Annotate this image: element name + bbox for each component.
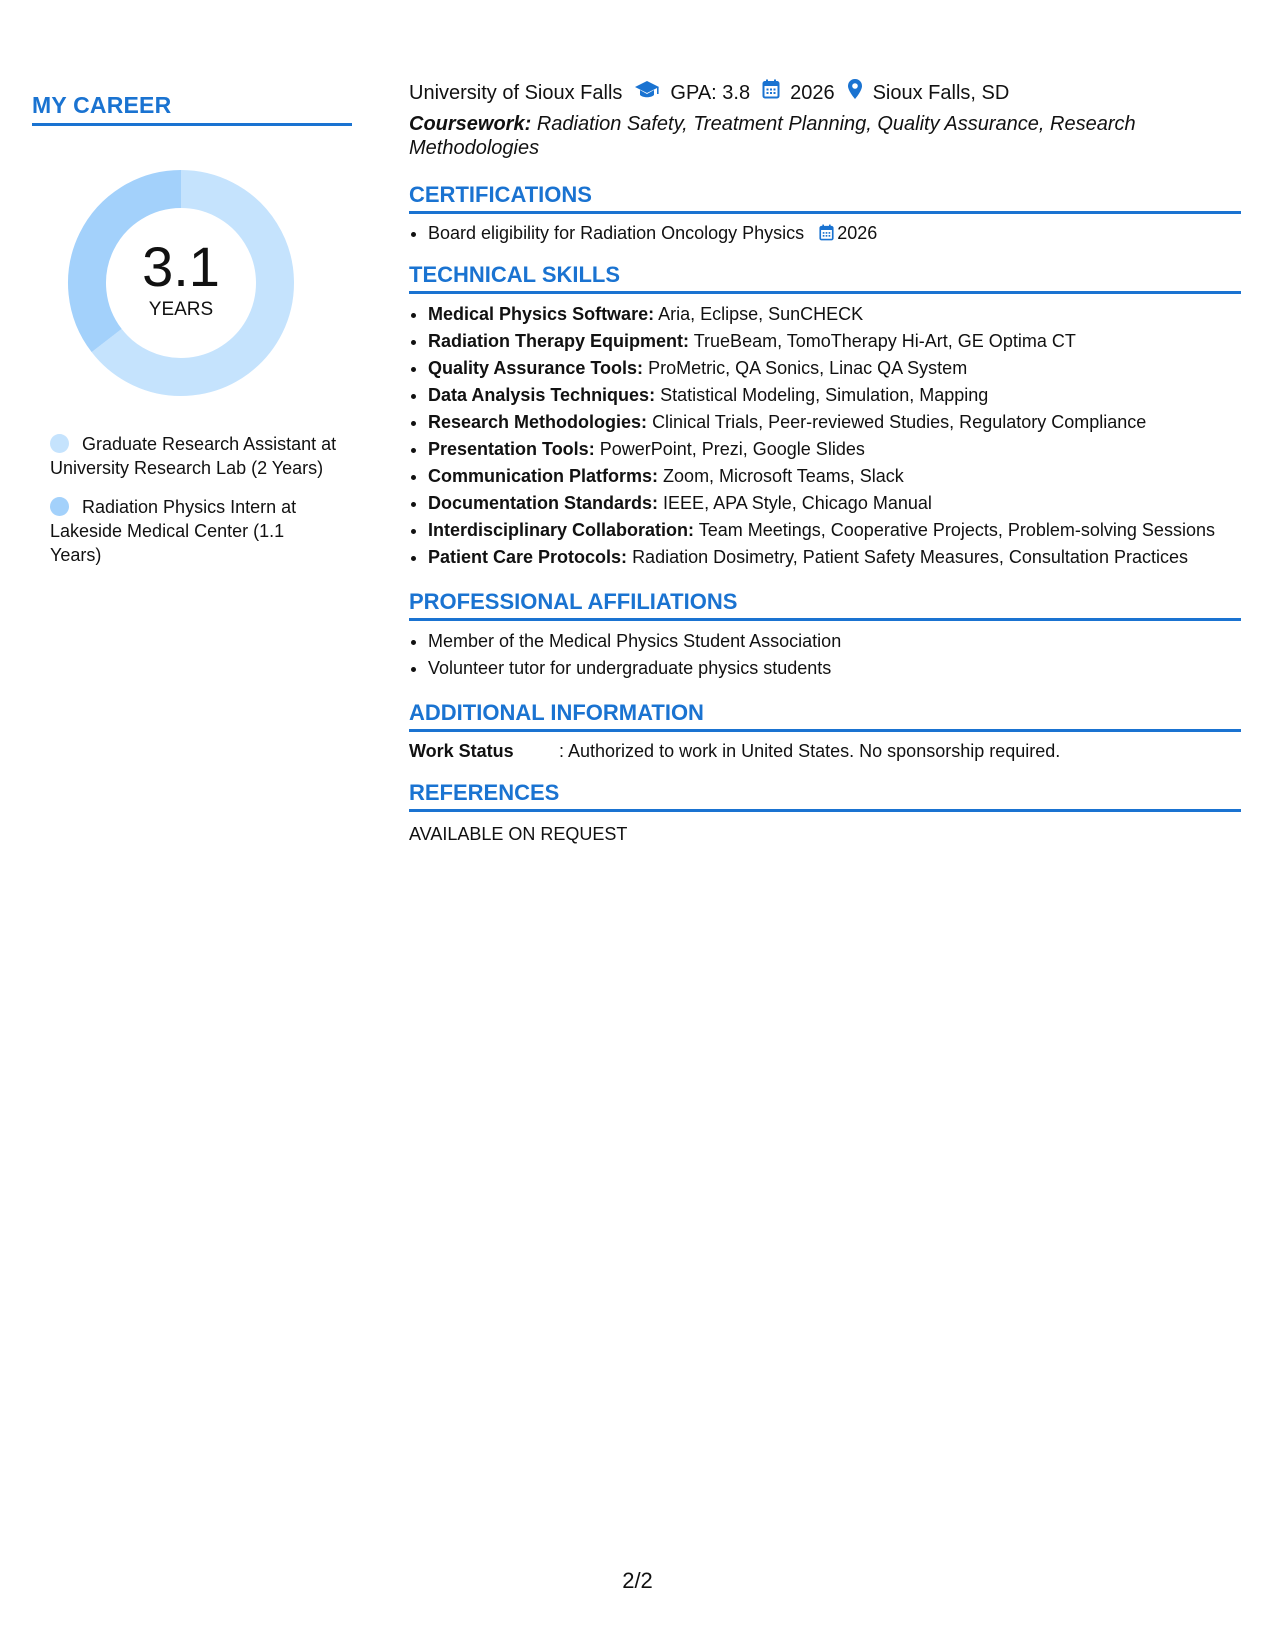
- list-item: [428, 436, 1241, 463]
- list-item: [428, 409, 1241, 436]
- career-panel: [32, 92, 352, 582]
- list-item: • Volunteer tutor for undergraduate physics students: [428, 655, 1241, 682]
- skill-value: PowerPoint, Prezi, Google Slides: [599, 439, 865, 459]
- affiliations-section: [409, 589, 1241, 682]
- skill-value: Team Meetings, Cooperative Projects, Problem-solving Sessions: [698, 520, 1215, 540]
- page-number: 2/2: [622, 1568, 653, 1593]
- gpa: GPA: 3.8: [670, 82, 751, 104]
- legend-label: Graduate Research Assistant at University Research Lab (2 Years): [50, 434, 337, 478]
- work-status-row: [409, 738, 1241, 764]
- skill-value: TrueBeam, TomoTherapy Hi-Art, GE Optima CT: [693, 331, 1076, 351]
- references-text: AVAILABLE ON REQUEST: [409, 824, 628, 844]
- school-name: University of Sioux Falls: [409, 82, 623, 104]
- section-title-references: REFERENCES: [409, 780, 1241, 812]
- work-status-label: Work Status: [409, 741, 514, 761]
- list-item: [428, 382, 1241, 409]
- legend-dot-icon: [50, 434, 69, 453]
- skill-label: Interdisciplinary Collaboration:: [428, 520, 695, 540]
- skill-value: IEEE, APA Style, Chicago Manual: [663, 493, 932, 513]
- affiliations-list: [409, 628, 1241, 682]
- certifications-section: [409, 182, 1241, 249]
- work-status-value: : Authorized to work in United States. No sponsorship required.: [559, 741, 1061, 761]
- skill-label: Research Methodologies:: [428, 412, 648, 432]
- graduation-cap-icon: [634, 79, 660, 107]
- coursework-label: Coursework:: [409, 113, 532, 135]
- donut-center: [66, 168, 296, 398]
- skill-value: Clinical Trials, Peer-reviewed Studies, Regulatory Compliance: [652, 412, 1147, 432]
- certification-text: Board eligibility for Radiation Oncology Physics: [428, 223, 805, 243]
- skill-label: Communication Platforms:: [428, 466, 659, 486]
- career-total-years: 3.1: [142, 235, 220, 298]
- calendar-icon: [819, 222, 834, 249]
- calendar-icon: [762, 79, 780, 107]
- section-title-certifications: CERTIFICATIONS: [409, 182, 1241, 214]
- skill-value: Statistical Modeling, Simulation, Mapping: [660, 385, 989, 405]
- certifications-list: [409, 220, 1241, 249]
- list-item: [428, 517, 1241, 544]
- career-legend: [50, 432, 340, 567]
- additional-section: [409, 700, 1241, 764]
- education-line: [409, 78, 1241, 108]
- coursework-list: Radiation Safety, Treatment Planning, Quality Assurance, Research Methodologies: [409, 113, 1136, 159]
- legend-item-research-assistant: [50, 432, 340, 480]
- section-title-affiliations: PROFESSIONAL AFFILIATIONS: [409, 589, 1241, 621]
- skill-label: Medical Physics Software:: [428, 304, 655, 324]
- skills-section: [409, 262, 1241, 571]
- list-item: [428, 355, 1241, 382]
- career-donut-chart: [66, 168, 296, 398]
- references-section: [409, 780, 1241, 847]
- main-content: [409, 78, 1241, 847]
- skill-label: Quality Assurance Tools:: [428, 358, 644, 378]
- list-item: [428, 463, 1241, 490]
- skills-list: [409, 301, 1241, 571]
- skill-value: Zoom, Microsoft Teams, Slack: [663, 466, 904, 486]
- coursework: [409, 112, 1241, 160]
- legend-item-intern: [50, 495, 340, 567]
- skill-value: Radiation Dosimetry, Patient Safety Measures, Consultation Practices: [632, 547, 1188, 567]
- list-item: [428, 301, 1241, 328]
- certification-year: 2026: [837, 223, 878, 243]
- map-pin-icon: [847, 78, 863, 108]
- skill-label: Radiation Therapy Equipment:: [428, 331, 690, 351]
- list-item: [428, 220, 1241, 249]
- graduation-year: 2026: [790, 82, 835, 104]
- list-item: [428, 544, 1241, 571]
- skill-label: Presentation Tools:: [428, 439, 595, 459]
- career-years-unit: YEARS: [148, 299, 214, 320]
- section-title-additional: ADDITIONAL INFORMATION: [409, 700, 1241, 732]
- section-title-skills: TECHNICAL SKILLS: [409, 262, 1241, 294]
- skill-label: Patient Care Protocols:: [428, 547, 628, 567]
- list-item: [428, 328, 1241, 355]
- career-title: MY CAREER: [32, 92, 352, 126]
- skill-value: Aria, Eclipse, SunCHECK: [658, 304, 864, 324]
- list-item: • Member of the Medical Physics Student Association: [428, 628, 1241, 655]
- legend-label: Radiation Physics Intern at Lakeside Medical Center (1.1 Years): [50, 497, 297, 565]
- school-location: Sioux Falls, SD: [872, 82, 1010, 104]
- skill-value: ProMetric, QA Sonics, Linac QA System: [648, 358, 968, 378]
- legend-dot-icon: [50, 497, 69, 516]
- list-item: [428, 490, 1241, 517]
- skill-label: Data Analysis Techniques:: [428, 385, 656, 405]
- skill-label: Documentation Standards:: [428, 493, 659, 513]
